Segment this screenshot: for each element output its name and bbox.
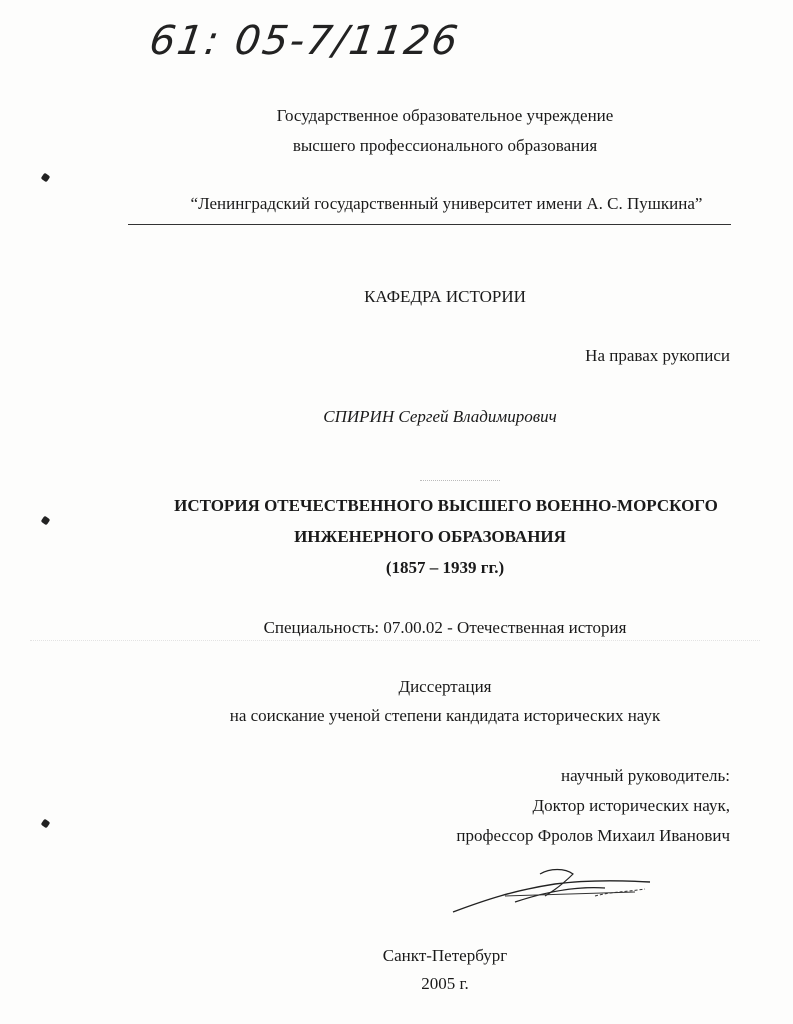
archive-number: 61: 05-7/1126	[146, 18, 463, 64]
institution-line-1: Государственное образовательное учреждение	[276, 106, 614, 125]
department-name: КАФЕДРА ИСТОРИИ	[364, 287, 526, 306]
author-given-names: Сергей Владимирович	[398, 407, 557, 426]
scan-speck	[41, 173, 51, 183]
header-rule	[128, 224, 731, 225]
dissertation-title-line-1: ИСТОРИЯ ОТЕЧЕСТВЕННОГО ВЫСШЕГО ВОЕННО-МОРСКОГО	[174, 496, 718, 515]
specialty: Специальность: 07.00.02 - Отечественная история	[263, 618, 627, 637]
supervisor-signature	[445, 862, 665, 922]
manuscript-note: На правах рукописи	[585, 346, 730, 365]
supervisor-name: профессор Фролов Михаил Иванович	[456, 826, 730, 845]
university-name: “Ленинградский государственный университет имени А. С. Пушкина”	[190, 194, 703, 213]
footer-city: Санкт-Петербург	[382, 946, 508, 965]
degree-line-1: Диссертация	[398, 677, 492, 696]
author-surname: СПИРИН	[323, 407, 395, 426]
author-name	[0, 406, 793, 428]
degree-line-2: на соискание ученой степени кандидата исторических наук	[229, 706, 661, 725]
scan-speck	[41, 819, 51, 829]
footer-year: 2005 г.	[421, 974, 469, 993]
dissertation-title-line-2: ИНЖЕНЕРНОГО ОБРАЗОВАНИЯ	[294, 527, 566, 546]
dissertation-years: (1857 – 1939 гг.)	[385, 558, 505, 577]
supervisor-label: научный руководитель:	[561, 766, 730, 785]
supervisor-degree: Доктор исторических наук,	[532, 796, 730, 815]
institution-line-2: высшего профессионального образования	[292, 136, 598, 155]
scan-noise	[30, 640, 760, 641]
scan-noise	[420, 480, 500, 481]
scan-speck	[41, 516, 51, 526]
